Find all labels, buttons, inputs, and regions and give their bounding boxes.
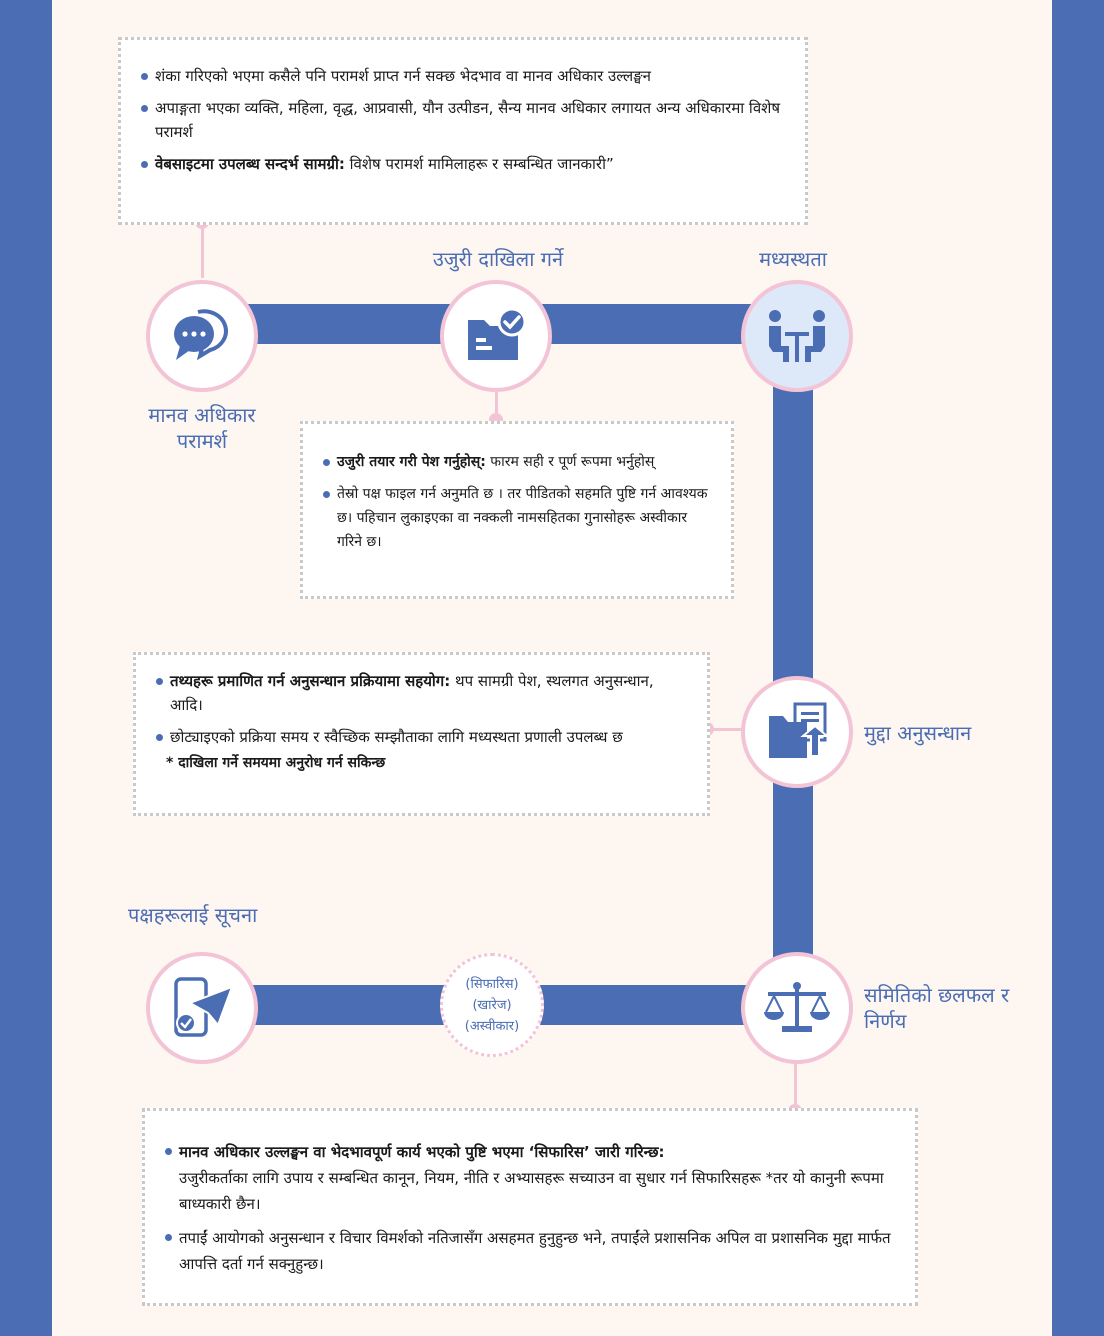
- phone-notification-icon: [170, 977, 234, 1039]
- outcomes-badge: [440, 953, 544, 1057]
- folder-upload-icon: [765, 702, 829, 762]
- mediation-table-icon: [765, 306, 829, 366]
- step-circle-mediation: [741, 280, 853, 392]
- step-label-filing: उजुरी दाखिला गर्ने: [432, 247, 564, 271]
- step-label-mediation: मध्यस्थता: [759, 247, 827, 271]
- list-item: मानव अधिकार उल्लङ्घन वा भेदभावपूर्ण कार्य भएको पुष्टि भएमा ‘सिफारिस’ जारी गरिन्छ: उजुरीकर्ताका लागि उपाय र सम्बन्धित कानून, नियम, नीति र अभ्यासहरू सच्याउन वा सुधार गर्न सिफारिसहरू *तर यो कानुनी रूपमा बाध्यकारी छैन।: [165, 1139, 899, 1217]
- outcome-rejection: (अस्वीकार): [464, 1018, 520, 1034]
- step-label-decision: समितिको छलफल र निर्णय: [864, 983, 1010, 1033]
- list-item: छोट्याइएको प्रक्रिया समय र स्वैच्छिक सम्झौताका लागि मध्यस्थता प्रणाली उपलब्ध छ: [156, 725, 691, 749]
- step-label-notification: पक्षहरूलाई सूचना: [128, 903, 258, 927]
- step-circle-investigation: [741, 676, 853, 788]
- investigation-info-box: [133, 652, 710, 816]
- list-item: तपाईं आयोगको अनुसन्धान र विचार विमर्शको नतिजासँग असहमत हुनुहुन्छ भने, तपाईंले प्रशासनिक अपिल वा प्रशासनिक मुद्दा मार्फत आपत्ति दर्ता गर्न सक्नुहुन्छ।: [165, 1225, 899, 1277]
- step-label-investigation: मुद्दा अनुसन्धान: [864, 721, 972, 745]
- list-item: अपाङ्गता भएका व्यक्ति, महिला, वृद्ध, आप्रवासी, यौन उत्पीडन, सैन्य मानव अधिकार लगायत अन्य अधिकारमा विशेष परामर्श: [141, 96, 789, 144]
- filing-info-box: [300, 421, 734, 599]
- flow-bar-right: [773, 336, 813, 1008]
- step-circle-filing: [440, 280, 552, 392]
- outcome-dismissal: (खारेज): [472, 997, 512, 1013]
- scales-icon: [762, 980, 832, 1036]
- consultation-info-box: [118, 37, 808, 225]
- step-circle-consultation: [146, 280, 258, 392]
- list-item: तथ्यहरू प्रमाणित गर्न अनुसन्धान प्रक्रियामा सहयोग: थप सामग्री पेश, स्थलगत अनुसन्धान, आदि।: [156, 669, 691, 717]
- step-label-consultation: मानव अधिकार परामर्श: [148, 403, 256, 453]
- step-circle-notification: [146, 952, 258, 1064]
- list-item: तेस्रो पक्ष फाइल गर्न अनुमति छ । तर पीडितको सहमति पुष्टि गर्न आवश्यक छ। पहिचान लुकाइएका वा नक्कली नामसहितका गुनासोहरू अस्वीकार गरिने छ।: [323, 482, 715, 554]
- outcome-recommendation: (सिफारिस): [465, 976, 519, 992]
- step-circle-decision: [741, 952, 853, 1064]
- chat-bubbles-icon: [170, 306, 234, 366]
- request-note: * दाखिला गर्ने समयमा अनुरोध गर्न सकिन्छ: [166, 755, 386, 771]
- folder-check-icon: [464, 308, 528, 364]
- connector-box4: [794, 1064, 797, 1108]
- list-item: उजुरी तयार गरी पेश गर्नुहोस्: फारम सही र पूर्ण रूपमा भर्नुहोस्: [323, 450, 715, 474]
- decision-info-box: [142, 1108, 918, 1306]
- list-item: वेबसाइटमा उपलब्ध सन्दर्भ सामग्री: विशेष परामर्श मामिलाहरू र सम्बन्धित जानकारी”: [141, 152, 789, 176]
- list-item: शंका गरिएको भएमा कसैले पनि परामर्श प्राप्त गर्न सक्छ भेदभाव वा मानव अधिकार उल्लङ्घन: [141, 64, 789, 88]
